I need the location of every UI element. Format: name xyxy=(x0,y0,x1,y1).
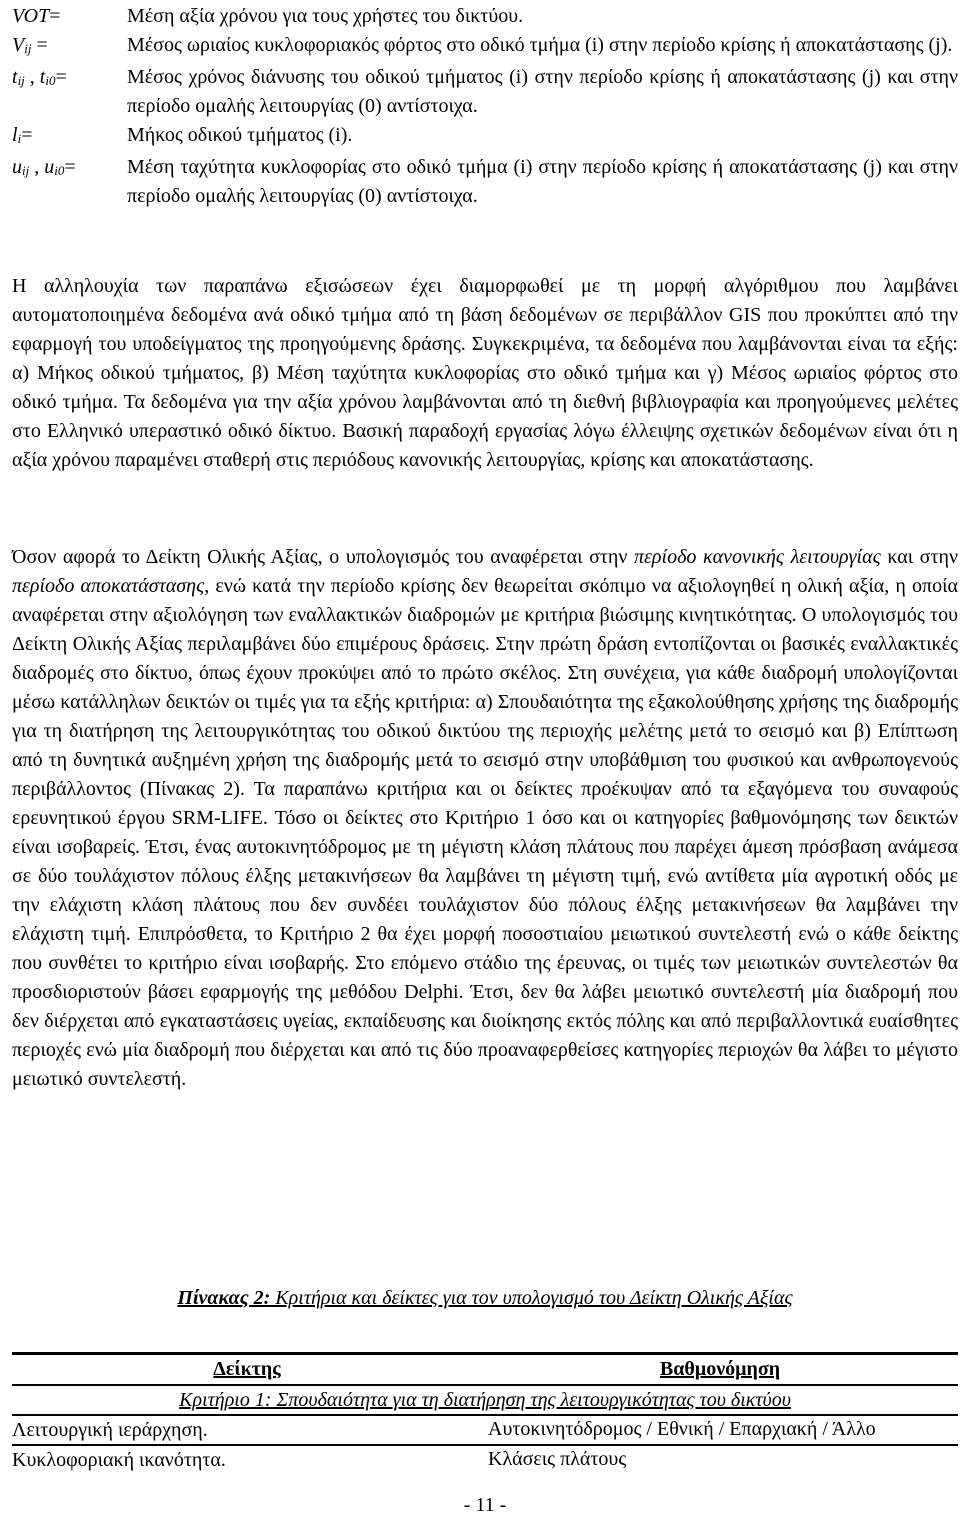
paragraph-text: και στην xyxy=(880,546,958,568)
page-number: - 11 - xyxy=(463,1494,507,1516)
definition-uij xyxy=(12,153,958,211)
paragraph-emphasis: περίοδο αποκατάστασης xyxy=(12,575,205,597)
table-cell-indicator: Κυκλοφοριακή ικανότητα. xyxy=(12,1449,226,1471)
table-header-row xyxy=(12,1355,958,1384)
paragraph-text: Όσον αφορά το Δείκτη Ολικής Αξίας, ο υπολογισμός του αναφέρεται στην xyxy=(12,546,635,568)
definition-li xyxy=(12,121,958,153)
paragraph-text: , ενώ κατά την περίοδο κρίσης δεν θεωρείται σκόπιμο να αξιολογηθεί η ολική αξία, η οποία αναφέρεται στην αξιολόγηση των εναλλακτικών διαδρομών με κριτήρια βιώσιμης κινητικότητας. Ο υπολογισμός του Δείκτη Ολικής Αξίας περιλαμβάνει δύο επιμέρους δράσεις. Στην πρώτη δράση εντοπίζονται οι βασικές εναλλακτικές διαδρομές στο δίκτυο, όπως έχουν προκύψει από το πρώτο σκέλος. Στη συνέχεια, για κάθε διαδρομή υπολογίζονται μέσω κατάλληλων δεικτών οι τιμές για τα εξής κριτήρια: α) Σπουδαιότητα της εξακολούθησης χρήσης της διαδρομής για τη διατήρηση της λειτουργικότητας του οδικού δικτύου της περιοχής μελέτης μετά το σεισμό και β) Επίπτωση από τη δυνητικά αυξημένη χρήση της διαδρομής μετά το σεισμό στην υποβάθμιση του φυσικού και ανθρωπογενούς περιβάλλοντος (Πίνακας 2). Τα παραπάνω κριτήρια και οι δείκτες προέκυψαν από τα εξαγόμενα του συναφούς ερευνητικού έργου SRM-LIFE. Τόσο οι δείκτες στο Κριτήριο 1 όσο και οι κατηγορίες βαθμονόμησης των δεικτών είναι ισοβαρείς. Έτσι, ένας αυτοκινητόδρομος με τη μέγιστη κλάση πλάτους που παρέχει άμεση πρόσβαση ανάμεσα σε δύο τουλάχιστον πόλους έλξης μετακινήσεων θα λαμβάνει τη μέγιστη τιμή, ενώ αντίθετα μία αγροτική οδός με την ελάχιστη κλάση πλάτους που δεν συνδέει τουλάχιστον δύο πόλους έλξης μετακινήσεων θα λαμβάνει την ελάχιστη τιμή. Επιπρόσθετα, το Κριτήριο 2 θα έχει μορφή ποσοστιαίου μειωτικού συντελεστή ενώ ο κάθε δείκτης που συνθέτει το κριτήριο είναι ισοβαρής. Στο επόμενο στάδιο της έρευνας, οι τιμές των μειωτικών συντελεστών θα προσδιοριστούν βάσει εφαρμογής της μεθόδου Delphi. Έτσι, δεν θα λάβει μειωτικό συντελεστή μία διαδρομή που δεν διέρχεται από εγκαταστάσεις υγείας, εκπαίδευσης και διοίκησης εκτός πόλης και από περιβαλλοντικά ευαίσθητες περιοχές ενώ μία διαδρομή που διέρχεται και από τις δύο προαναφερθείσες κατηγορίες περιοχών θα λάβει το μέγιστο μειωτικό συντελεστή. xyxy=(12,575,959,1090)
caption-label: Πίνακας 2: xyxy=(177,1287,271,1309)
paragraph-emphasis: περίοδο κανονικής λειτουργίας xyxy=(634,546,881,568)
criteria-table xyxy=(12,1352,958,1474)
caption-text: Κριτήρια και δείκτες για τον υπολογισμό του Δείκτη Ολικής Αξίας xyxy=(270,1287,793,1309)
definitions-list xyxy=(12,2,958,211)
table-row xyxy=(12,1444,958,1474)
definition-text: Μέσος χρόνος διάνυσης του οδικού τμήματος (i) στην περίοδο κρίσης ή αποκατάστασης (j) και στην περίοδο ομαλής λειτουργίας (0) αντίστοιχα. xyxy=(127,66,958,117)
table-criterion-row: Κριτήριο 1: Σπουδαιότητα για τη διατήρηση της λειτουργικότητας του δικτύου xyxy=(12,1384,958,1414)
definition-vot xyxy=(12,2,958,31)
definition-text: Μήκος οδικού τμήματος (i). xyxy=(127,124,353,146)
definition-symbol: li= xyxy=(12,124,33,146)
paragraph-total-value-index xyxy=(12,543,958,1094)
table-cell-scale: Κλάσεις πλάτους xyxy=(488,1448,627,1470)
table-caption xyxy=(12,1284,958,1313)
table-header-scale: Βαθμονόμηση xyxy=(659,1358,781,1380)
definition-symbol: Vij = xyxy=(12,34,48,56)
table-cell-scale: Αυτοκινητόδρομος / Εθνική / Επαρχιακή / Άλλο xyxy=(488,1418,876,1440)
document-page xyxy=(12,0,958,1528)
table-cell-indicator: Λειτουργική ιεράρχηση. xyxy=(12,1419,208,1441)
definition-symbol: uij , ui0= xyxy=(12,156,76,178)
definition-text: Μέση αξία χρόνου για τους χρήστες του δικτύου. xyxy=(127,5,524,27)
definition-symbol: tij , ti0= xyxy=(12,66,67,88)
table-header-indicator: Δείκτης xyxy=(213,1358,281,1380)
definition-tij xyxy=(12,63,958,121)
definition-text: Μέση ταχύτητα κυκλοφορίας στο οδικό τμήμα (i) στην περίοδο κρίσης ή αποκατάστασης (j) και στην περίοδο ομαλής λειτουργίας (0) αντίστοιχα. xyxy=(127,156,958,207)
definition-text: Μέσος ωριαίος κυκλοφοριακός φόρτος στο οδικό τμήμα (i) στην περίοδο κρίσης ή αποκατάστασης (j). xyxy=(127,34,953,56)
definition-symbol: VOT= xyxy=(12,5,61,27)
paragraph-algorithm: Η αλληλουχία των παραπάνω εξισώσεων έχει διαμορφωθεί με τη μορφή αλγόριθμου που λαμβάνει αυτοματοποιημένα δεδομένα ανά οδικό τμήμα από τη βάση δεδομένων σε περιβάλλον GIS που προκύπτει από την εφαρμογή του υποδείγματος της προηγούμενης δράσης. Συγκεκριμένα, τα δεδομένα που λαμβάνονται είναι τα εξής: α) Μήκος οδικού τμήματος, β) Μέση ταχύτητα κυκλοφορίας στο οδικό τμήμα και γ) Μέσος ωριαίος φόρτος στο οδικό τμήμα. Τα δεδομένα για την αξία χρόνου λαμβάνονται από τη διεθνή βιβλιογραφία και προηγούμενες μελέτες στο Ελληνικό υπεραστικό οδικό δίκτυο. Βασική παραδοχή εργασίας λόγω έλλειψης σχετικών δεδομένων είναι ότι η αξία χρόνου παραμένει σταθερή στις περιόδους κανονικής λειτουργίας, κρίσης και αποκατάστασης. xyxy=(12,275,958,471)
table-row xyxy=(12,1414,958,1444)
definition-vij xyxy=(12,31,958,63)
